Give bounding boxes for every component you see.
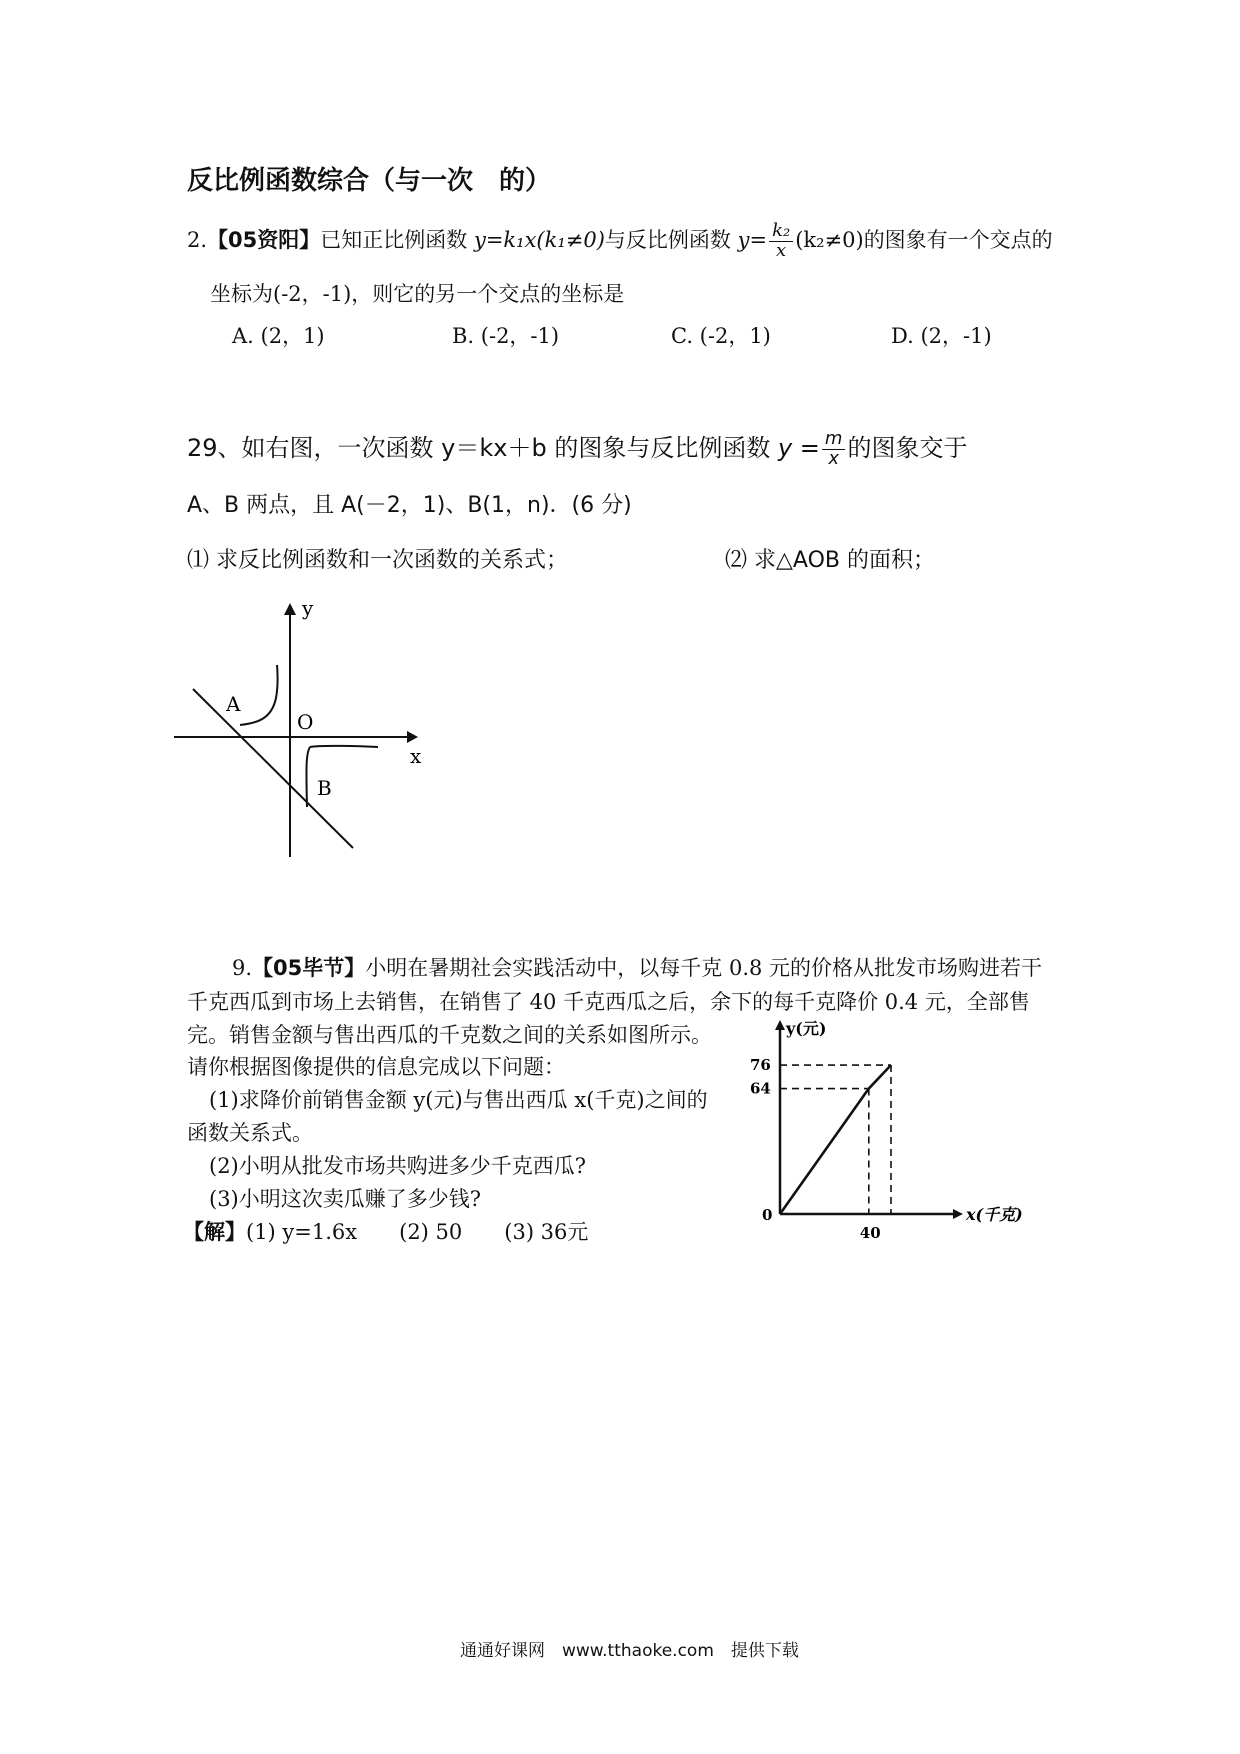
question-2-option-d: D. (2，-1) — [891, 324, 992, 348]
y-tick-label: 76 — [750, 1056, 771, 1075]
question-2-condition: (k₂≠0) — [795, 227, 864, 252]
hyperbola-branch-upper — [240, 665, 278, 725]
y-axis-arrow — [284, 603, 296, 615]
question-2-source: 【05资阳】 — [207, 227, 321, 252]
question-2-option-a: A. (2，1) — [232, 324, 325, 348]
series-line-segment — [780, 1089, 869, 1214]
question-2-text-a: 已知正比例函数 — [320, 227, 474, 252]
question-2-expr1: y=k₁x(k₁≠0) — [473, 227, 605, 252]
x-axis-label: x — [410, 744, 422, 768]
fraction-numerator: k₂ — [769, 222, 793, 242]
x-tick-label: 40 — [859, 1224, 881, 1242]
question-9-line2: 千克西瓜到市场上去销售，在销售了 40 千克西瓜之后，余下的每千克降价 0.4 元，全部售 — [187, 990, 1030, 1014]
x-axis-label: x(千克) — [966, 1205, 1023, 1224]
question-29-text-a: 29、如右图，一次函数 y＝kx＋b 的图象与反比例函数 — [187, 434, 778, 462]
question-9-number: 9. — [232, 956, 253, 980]
question-2-number: 2. — [187, 227, 208, 252]
question-2-option-b: B. (-2，-1) — [452, 324, 560, 348]
fraction-denominator: x — [776, 239, 787, 261]
page-footer: 通通好课网 www.tthaoke.com 提供下载 — [460, 1641, 799, 1661]
series-line-segment — [869, 1065, 891, 1089]
question-29-y-eq: y = — [777, 434, 820, 462]
question-9-line1 — [232, 952, 1042, 982]
question-2-fraction — [769, 222, 793, 261]
x-axis-arrow — [407, 731, 418, 743]
question-29-line2: A、B 两点，且 A(－2，1)、B(1，n)．(6 分) — [187, 493, 632, 518]
question-9-sub1-cont: 函数关系式。 — [187, 1121, 313, 1145]
question-29-line1 — [187, 428, 967, 468]
y-axis-label: y(元) — [786, 1019, 827, 1038]
answer-label: 【解】 — [183, 1220, 246, 1244]
question-2-line1 — [187, 222, 1053, 261]
question-29-text-b: 的图象交于 — [847, 434, 968, 462]
question-29-graph — [160, 595, 450, 860]
question-2-option-c: C. (-2，1) — [671, 324, 771, 348]
y-tick-label: 64 — [750, 1079, 771, 1098]
question-9-line4: 请你根据图像提供的信息完成以下问题： — [187, 1055, 565, 1079]
question-29-fraction — [822, 427, 846, 469]
question-2-line2: 坐标为(-2，-1)，则它的另一个交点的坐标是 — [210, 282, 625, 306]
question-2-y-eq: y= — [737, 227, 768, 252]
linear-function-line — [193, 689, 353, 848]
fraction-numerator: m — [822, 430, 846, 450]
question-9-chart — [740, 1008, 1040, 1253]
question-2-text-b: 与反比例函数 — [604, 227, 738, 252]
answer-text: (1) y=1.6x (2) 50 (3) 36元 — [246, 1220, 589, 1244]
question-9-line3: 完。销售金额与售出西瓜的千克数之间的关系如图所示。 — [187, 1023, 712, 1047]
question-9-sub3: (3)小明这次卖瓜赚了多少钱? — [209, 1187, 482, 1211]
y-axis-arrow — [775, 1020, 785, 1030]
question-29-sub1: ⑴ 求反比例函数和一次函数的关系式； — [187, 548, 568, 573]
page-title: 反比例函数综合（与一次 的） — [187, 166, 552, 196]
question-9-answer — [183, 1216, 588, 1246]
point-a-label: A — [226, 692, 241, 716]
y-axis-label: y — [302, 596, 314, 620]
origin-label: 0 — [762, 1206, 773, 1224]
origin-label: O — [297, 710, 314, 734]
point-b-label: B — [317, 776, 332, 800]
question-9-source: 【05毕节】 — [252, 956, 366, 980]
question-29-sub2: ⑵ 求△AOB 的面积； — [725, 548, 935, 573]
x-axis-arrow — [953, 1209, 963, 1219]
question-9-sub2: (2)小明从批发市场共购进多少千克西瓜? — [209, 1154, 587, 1178]
question-9-text: 小明在暑期社会实践活动中，以每千克 0.8 元的价格从批发市场购进若干 — [365, 956, 1043, 980]
question-9-sub1: (1)求降价前销售金额 y(元)与售出西瓜 x(千克)之间的 — [209, 1088, 708, 1112]
question-2-text-c: 的图象有一个交点的 — [863, 227, 1053, 252]
fraction-denominator: x — [828, 447, 840, 469]
